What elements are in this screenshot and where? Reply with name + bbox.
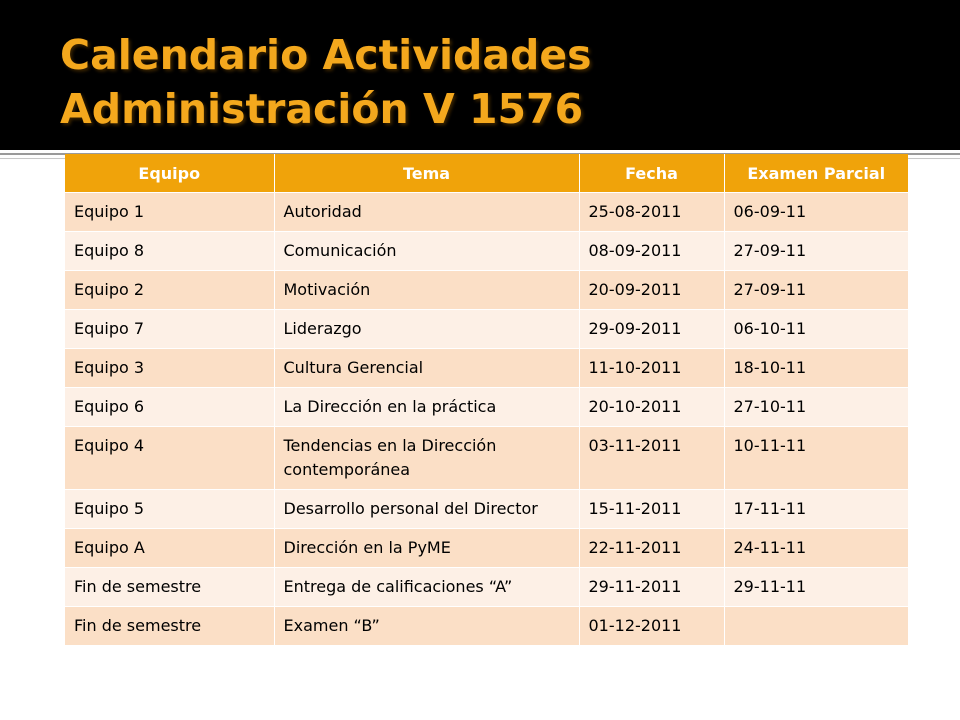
cell-tema: Comunicación [274,232,579,271]
cell-examen: 06-09-11 [724,193,908,232]
cell-tema: Liderazgo [274,310,579,349]
cell-equipo: Equipo 5 [65,490,274,529]
cell-examen: 29-11-11 [724,568,908,607]
cell-examen: 27-09-11 [724,271,908,310]
cell-tema: Motivación [274,271,579,310]
cell-equipo: Equipo 2 [65,271,274,310]
cell-equipo: Fin de semestre [65,607,274,646]
table-row [65,349,908,388]
cell-examen: 10-11-11 [724,427,908,490]
cell-equipo: Equipo 3 [65,349,274,388]
table-row [65,529,908,568]
cell-fecha: 15-11-2011 [579,490,724,529]
header-examen-parcial: Examen Parcial [724,154,908,193]
slide-title [60,28,920,136]
cell-fecha: 03-11-2011 [579,427,724,490]
cell-fecha: 25-08-2011 [579,193,724,232]
cell-fecha: 01-12-2011 [579,607,724,646]
table-row [65,568,908,607]
cell-examen: 27-10-11 [724,388,908,427]
cell-fecha: 20-09-2011 [579,271,724,310]
header-tema: Tema [274,154,579,193]
cell-examen: 18-10-11 [724,349,908,388]
schedule-table [65,154,908,645]
cell-examen: 27-09-11 [724,232,908,271]
cell-examen: 24-11-11 [724,529,908,568]
cell-examen: 17-11-11 [724,490,908,529]
table-row [65,271,908,310]
title-line-2: Administración V 1576 [60,85,584,133]
cell-tema: Desarrollo personal del Director [274,490,579,529]
table-row [65,607,908,646]
cell-equipo: Equipo 6 [65,388,274,427]
cell-tema: Tendencias en la Dirección contemporánea [274,427,579,490]
cell-examen: 06-10-11 [724,310,908,349]
table-row [65,193,908,232]
cell-tema: La Dirección en la práctica [274,388,579,427]
cell-fecha: 20-10-2011 [579,388,724,427]
cell-fecha: 22-11-2011 [579,529,724,568]
cell-equipo: Equipo 4 [65,427,274,490]
header-fecha: Fecha [579,154,724,193]
cell-equipo: Equipo 8 [65,232,274,271]
cell-equipo: Equipo 1 [65,193,274,232]
table-row [65,310,908,349]
cell-fecha: 29-11-2011 [579,568,724,607]
cell-equipo: Fin de semestre [65,568,274,607]
title-line-1: Calendario Actividades [60,31,592,79]
cell-tema: Examen “B” [274,607,579,646]
cell-fecha: 11-10-2011 [579,349,724,388]
cell-tema: Autoridad [274,193,579,232]
table-row [65,427,908,490]
cell-fecha: 08-09-2011 [579,232,724,271]
cell-tema: Cultura Gerencial [274,349,579,388]
table-row [65,232,908,271]
cell-tema: Entrega de calificaciones “A” [274,568,579,607]
table-row [65,490,908,529]
cell-examen [724,607,908,646]
cell-fecha: 29-09-2011 [579,310,724,349]
cell-equipo: Equipo A [65,529,274,568]
header-equipo: Equipo [65,154,274,193]
cell-tema: Dirección en la PyME [274,529,579,568]
header-row [65,154,908,193]
cell-equipo: Equipo 7 [65,310,274,349]
table-row [65,388,908,427]
